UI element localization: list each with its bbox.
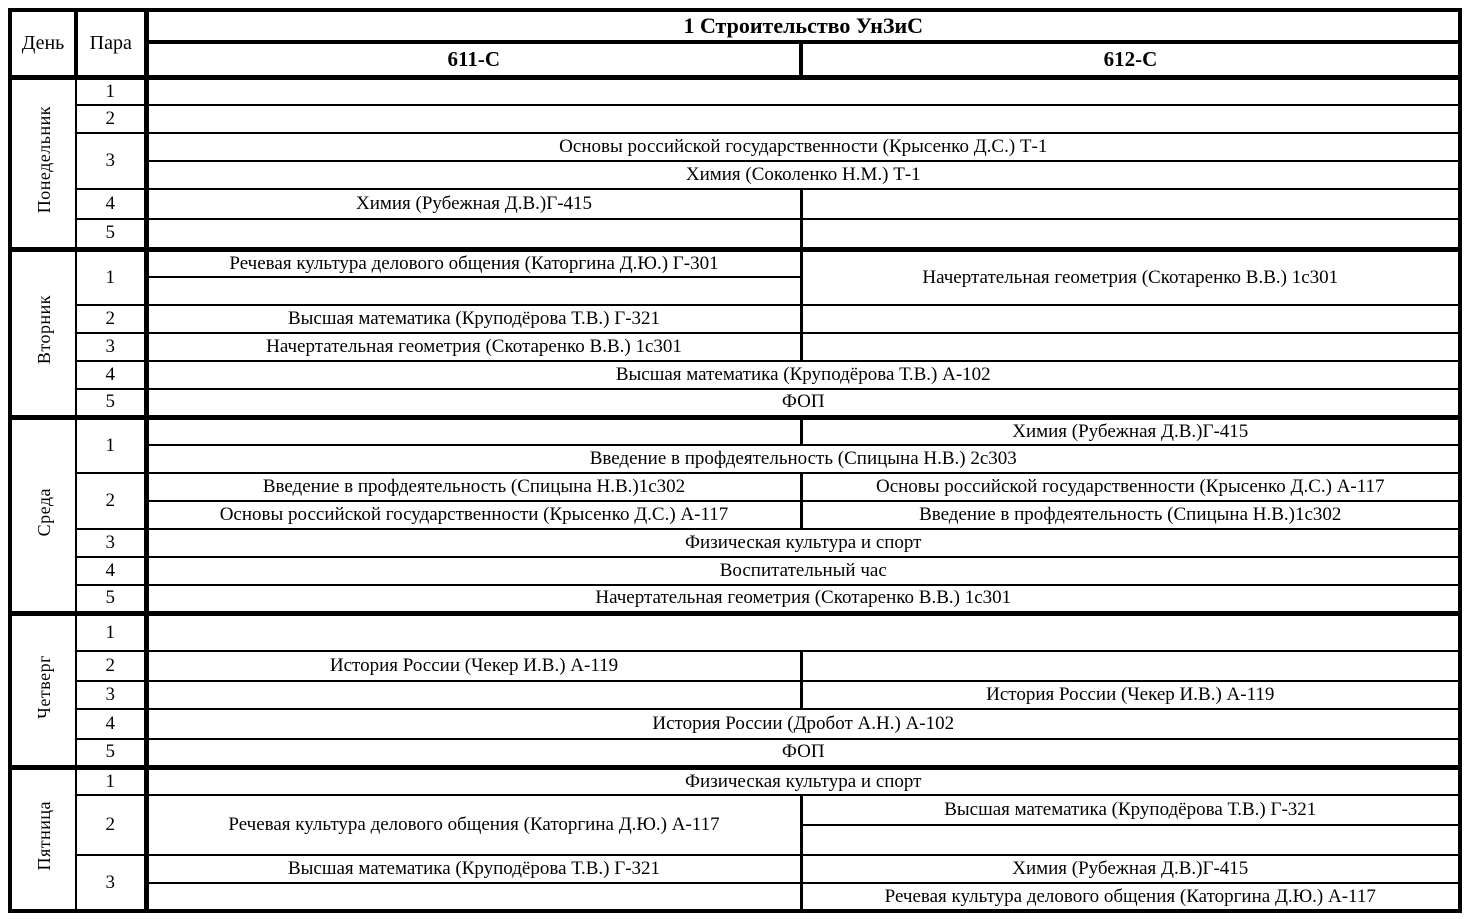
day-name: Пятница	[33, 801, 54, 872]
table-row	[10, 855, 1460, 883]
day-label-friday	[10, 767, 76, 911]
pair-number: 5	[76, 585, 146, 613]
empty-cell	[801, 651, 1460, 681]
pair-number: 4	[76, 557, 146, 585]
lesson-cell: Химия (Рубежная Д.В.)Г-415	[146, 189, 801, 219]
faculty-title: 1 Строительство УнЗиС	[146, 10, 1460, 42]
table-row	[10, 333, 1460, 361]
lesson-cell: ФОП	[146, 389, 1460, 417]
lesson-cell: Начертательная геометрия (Скотаренко В.В.) 1с301	[146, 585, 1460, 613]
lesson-cell: Воспитательный час	[146, 557, 1460, 585]
group-header-611: 611-С	[146, 42, 801, 77]
pair-number: 1	[76, 77, 146, 105]
pair-number: 3	[76, 529, 146, 557]
lesson-cell: Начертательная геометрия (Скотаренко В.В.) 1с301	[801, 249, 1460, 305]
empty-cell	[801, 189, 1460, 219]
day-name: Среда	[33, 487, 54, 537]
table-row	[10, 739, 1460, 767]
pair-number: 3	[76, 681, 146, 709]
lesson-cell: Физическая культура и спорт	[146, 767, 1460, 795]
table-row	[10, 189, 1460, 219]
pair-number: 5	[76, 219, 146, 249]
lesson-cell: Основы российской государственности (Крысенко Д.С.) Т-1	[146, 133, 1460, 161]
pair-column-header: Пара	[76, 10, 146, 77]
empty-cell	[146, 77, 1460, 105]
lesson-cell: Речевая культура делового общения (Каторгина Д.Ю.) А-117	[146, 795, 801, 855]
table-row	[10, 133, 1460, 161]
table-row	[10, 557, 1460, 585]
lesson-cell: История России (Дробот А.Н.) А-102	[146, 709, 1460, 739]
pair-number: 1	[76, 613, 146, 651]
day-block-wednesday	[10, 417, 1460, 613]
table-row	[10, 77, 1460, 105]
day-block-thursday	[10, 613, 1460, 767]
pair-number: 4	[76, 709, 146, 739]
pair-number: 2	[76, 305, 146, 333]
table-row	[10, 473, 1460, 501]
pair-number: 3	[76, 855, 146, 911]
table-row	[10, 681, 1460, 709]
table-row	[10, 219, 1460, 249]
empty-cell	[146, 417, 801, 445]
pair-number: 5	[76, 739, 146, 767]
day-column-header: День	[10, 10, 76, 77]
lesson-cell: ФОП	[146, 739, 1460, 767]
table-row	[10, 501, 1460, 529]
day-name: Вторник	[33, 295, 54, 365]
table-row	[10, 795, 1460, 825]
header-row-title	[10, 10, 1460, 42]
lesson-cell: Начертательная геометрия (Скотаренко В.В.) 1с301	[146, 333, 801, 361]
day-label-tuesday	[10, 249, 76, 417]
lesson-cell: Введение в профдеятельность (Спицына Н.В.)1с302	[801, 501, 1460, 529]
day-label-monday	[10, 77, 76, 249]
pair-number: 2	[76, 473, 146, 529]
pair-number: 1	[76, 417, 146, 473]
table-row	[10, 305, 1460, 333]
day-block-friday	[10, 767, 1460, 911]
lesson-cell: Физическая культура и спорт	[146, 529, 1460, 557]
pair-number: 2	[76, 795, 146, 855]
pair-number: 2	[76, 651, 146, 681]
lesson-cell: Основы российской государственности (Крысенко Д.С.) А-117	[146, 501, 801, 529]
empty-cell	[801, 333, 1460, 361]
table-row	[10, 709, 1460, 739]
pair-number: 2	[76, 105, 146, 133]
empty-cell	[801, 305, 1460, 333]
day-label-thursday	[10, 613, 76, 767]
table-row	[10, 767, 1460, 795]
lesson-cell: Химия (Соколенко Н.М.) Т-1	[146, 161, 1460, 189]
table-row	[10, 161, 1460, 189]
empty-cell	[801, 825, 1460, 855]
header-row-groups	[10, 42, 1460, 77]
lesson-cell: Речевая культура делового общения (Каторгина Д.Ю.) А-117	[801, 883, 1460, 911]
empty-cell	[801, 219, 1460, 249]
lesson-cell: Химия (Рубежная Д.В.)Г-415	[801, 855, 1460, 883]
empty-cell	[146, 219, 801, 249]
pair-number: 1	[76, 767, 146, 795]
empty-cell	[146, 681, 801, 709]
empty-cell	[146, 277, 801, 305]
day-name: Четверг	[33, 655, 54, 719]
empty-cell	[146, 613, 1460, 651]
pair-number: 3	[76, 133, 146, 189]
table-row	[10, 445, 1460, 473]
pair-number: 4	[76, 189, 146, 219]
table-row	[10, 249, 1460, 277]
table-row	[10, 361, 1460, 389]
group-header-612: 612-С	[801, 42, 1460, 77]
lesson-cell: Введение в профдеятельность (Спицына Н.В.) 2с303	[146, 445, 1460, 473]
table-row	[10, 651, 1460, 681]
lesson-cell: Высшая математика (Круподёрова Т.В.) Г-321	[801, 795, 1460, 825]
pair-number: 1	[76, 249, 146, 305]
empty-cell	[146, 105, 1460, 133]
table-row	[10, 105, 1460, 133]
schedule-header	[10, 10, 1460, 77]
day-block-tuesday	[10, 249, 1460, 417]
lesson-cell: Речевая культура делового общения (Каторгина Д.Ю.) Г-301	[146, 249, 801, 277]
day-label-wednesday	[10, 417, 76, 613]
lesson-cell: Высшая математика (Круподёрова Т.В.) А-102	[146, 361, 1460, 389]
lesson-cell: История России (Чекер И.В.) А-119	[146, 651, 801, 681]
lesson-cell: Высшая математика (Круподёрова Т.В.) Г-321	[146, 305, 801, 333]
table-row	[10, 417, 1460, 445]
table-row	[10, 529, 1460, 557]
lesson-cell: Основы российской государственности (Крысенко Д.С.) А-117	[801, 473, 1460, 501]
lesson-cell: Высшая математика (Круподёрова Т.В.) Г-321	[146, 855, 801, 883]
table-row	[10, 389, 1460, 417]
pair-number: 4	[76, 361, 146, 389]
pair-number: 3	[76, 333, 146, 361]
lesson-cell: Химия (Рубежная Д.В.)Г-415	[801, 417, 1460, 445]
pair-number: 5	[76, 389, 146, 417]
schedule-table	[8, 8, 1462, 913]
day-block-monday	[10, 77, 1460, 249]
empty-cell	[146, 883, 801, 911]
day-name: Понедельник	[33, 106, 54, 214]
lesson-cell: История России (Чекер И.В.) А-119	[801, 681, 1460, 709]
table-row	[10, 883, 1460, 911]
lesson-cell: Введение в профдеятельность (Спицына Н.В.)1с302	[146, 473, 801, 501]
table-row	[10, 585, 1460, 613]
table-row	[10, 613, 1460, 651]
